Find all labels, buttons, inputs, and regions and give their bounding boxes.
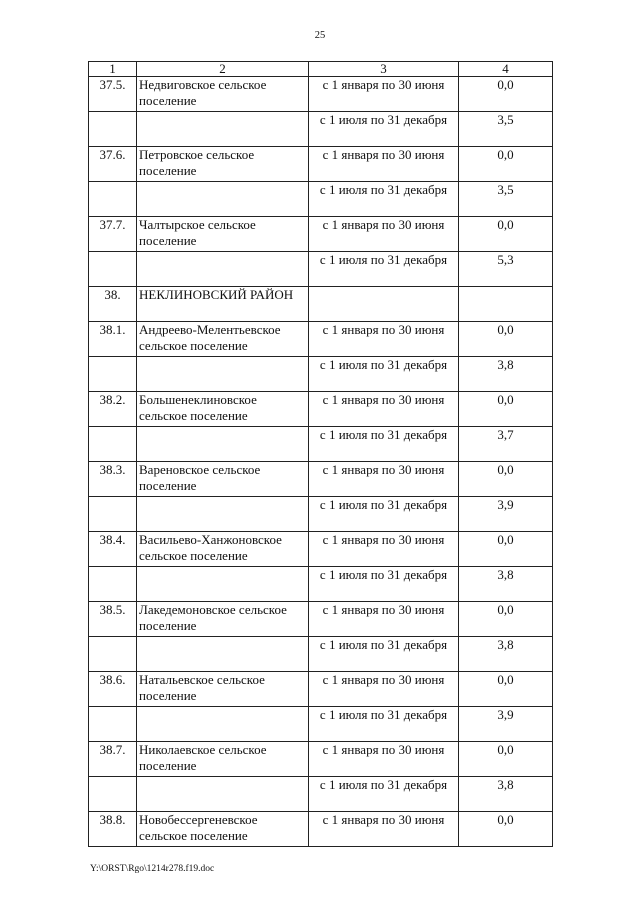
row-number-cell (89, 357, 137, 392)
value-cell: 0,0 (459, 602, 553, 637)
period-cell: с 1 июля по 31 декабря (309, 357, 459, 392)
period-cell: с 1 января по 30 июня (309, 77, 459, 112)
period-cell: с 1 января по 30 июня (309, 322, 459, 357)
period-cell: с 1 января по 30 июня (309, 742, 459, 777)
value-cell: 3,8 (459, 637, 553, 672)
row-number-cell: 38.8. (89, 812, 137, 847)
table-row (89, 112, 553, 147)
value-cell: 3,9 (459, 707, 553, 742)
table-body (89, 62, 553, 847)
settlement-name-cell: Николаевское сельское поселение (137, 742, 309, 777)
row-number-cell (89, 182, 137, 217)
settlement-name-cell (137, 182, 309, 217)
table-row (89, 182, 553, 217)
row-number-cell (89, 427, 137, 462)
table-row (89, 532, 553, 567)
settlement-name-cell (137, 427, 309, 462)
table-row (89, 567, 553, 602)
value-cell: 3,8 (459, 567, 553, 602)
table-row (89, 77, 553, 112)
row-number-cell (89, 637, 137, 672)
value-cell: 3,5 (459, 182, 553, 217)
value-cell: 3,5 (459, 112, 553, 147)
header-cell-4: 4 (459, 62, 553, 77)
value-cell: 5,3 (459, 252, 553, 287)
value-cell: 0,0 (459, 812, 553, 847)
settlement-name-cell (137, 357, 309, 392)
period-cell: с 1 июля по 31 декабря (309, 777, 459, 812)
settlement-name-cell (137, 112, 309, 147)
table-row (89, 357, 553, 392)
period-cell: с 1 июля по 31 декабря (309, 707, 459, 742)
row-number-cell (89, 497, 137, 532)
settlement-name-cell (137, 637, 309, 672)
table-header-row (89, 62, 553, 77)
row-number-cell: 38.7. (89, 742, 137, 777)
settlement-name-cell: Натальевское сельское поселение (137, 672, 309, 707)
value-cell: 3,9 (459, 497, 553, 532)
period-cell: с 1 июля по 31 декабря (309, 427, 459, 462)
row-number-cell: 38.2. (89, 392, 137, 427)
row-number-cell: 37.5. (89, 77, 137, 112)
settlement-name-cell: Большенеклиновское сельское поселение (137, 392, 309, 427)
row-number-cell (89, 252, 137, 287)
period-cell: с 1 января по 30 июня (309, 392, 459, 427)
settlement-name-cell: Недвиговское сельское поселение (137, 77, 309, 112)
value-cell: 0,0 (459, 77, 553, 112)
footer-file-path: Y:\ORST\Rgo\1214r278.f19.doc (90, 864, 215, 874)
period-cell: с 1 июля по 31 декабря (309, 637, 459, 672)
value-cell: 3,8 (459, 357, 553, 392)
value-cell (459, 287, 553, 322)
value-cell: 0,0 (459, 462, 553, 497)
row-number-cell: 38. (89, 287, 137, 322)
row-number-cell (89, 777, 137, 812)
period-cell: с 1 июля по 31 декабря (309, 497, 459, 532)
table-row (89, 672, 553, 707)
value-cell: 3,8 (459, 777, 553, 812)
value-cell: 0,0 (459, 217, 553, 252)
table-row (89, 812, 553, 847)
value-cell: 0,0 (459, 147, 553, 182)
row-number-cell (89, 707, 137, 742)
row-number-cell: 38.5. (89, 602, 137, 637)
settlement-name-cell (137, 777, 309, 812)
period-cell: с 1 января по 30 июня (309, 672, 459, 707)
period-cell: с 1 января по 30 июня (309, 462, 459, 497)
row-number-cell: 37.7. (89, 217, 137, 252)
row-number-cell: 38.3. (89, 462, 137, 497)
settlement-name-cell: Вареновское сельское поселение (137, 462, 309, 497)
row-number-cell: 38.1. (89, 322, 137, 357)
table-row (89, 777, 553, 812)
table-row (89, 322, 553, 357)
value-cell: 0,0 (459, 742, 553, 777)
page-number: 25 (314, 30, 326, 41)
period-cell: с 1 июля по 31 декабря (309, 252, 459, 287)
value-cell: 0,0 (459, 392, 553, 427)
row-number-cell: 38.4. (89, 532, 137, 567)
settlement-name-cell: Петровское сельское поселение (137, 147, 309, 182)
value-cell: 0,0 (459, 672, 553, 707)
table-row (89, 462, 553, 497)
header-cell-1: 1 (89, 62, 137, 77)
table-row (89, 252, 553, 287)
row-number-cell (89, 567, 137, 602)
period-cell: с 1 января по 30 июня (309, 812, 459, 847)
period-cell: с 1 января по 30 июня (309, 532, 459, 567)
table-row (89, 427, 553, 462)
period-cell: с 1 июля по 31 декабря (309, 182, 459, 217)
header-cell-2: 2 (137, 62, 309, 77)
settlement-name-cell: Лакедемоновское сельское поселение (137, 602, 309, 637)
period-cell: с 1 июля по 31 декабря (309, 112, 459, 147)
settlement-name-cell: Андреево-Мелентьевское сельское поселение (137, 322, 309, 357)
table-row (89, 602, 553, 637)
table-row (89, 287, 553, 322)
settlement-name-cell: Новобессергеневское сельское поселение (137, 812, 309, 847)
header-cell-3: 3 (309, 62, 459, 77)
table-row (89, 497, 553, 532)
row-number-cell (89, 112, 137, 147)
period-cell: с 1 января по 30 июня (309, 602, 459, 637)
value-cell: 3,7 (459, 427, 553, 462)
period-cell (309, 287, 459, 322)
value-cell: 0,0 (459, 532, 553, 567)
period-cell: с 1 января по 30 июня (309, 147, 459, 182)
settlement-name-cell (137, 567, 309, 602)
table-row (89, 392, 553, 427)
settlement-name-cell (137, 252, 309, 287)
period-cell: с 1 января по 30 июня (309, 217, 459, 252)
value-cell: 0,0 (459, 322, 553, 357)
settlement-name-cell: НЕКЛИНОВСКИЙ РАЙОН (137, 287, 309, 322)
table-row (89, 742, 553, 777)
row-number-cell: 38.6. (89, 672, 137, 707)
row-number-cell: 37.6. (89, 147, 137, 182)
settlement-name-cell: Васильево-Ханжоновское сельское поселение (137, 532, 309, 567)
table-row (89, 147, 553, 182)
settlement-name-cell: Чалтырское сельское поселение (137, 217, 309, 252)
settlement-name-cell (137, 707, 309, 742)
settlement-name-cell (137, 497, 309, 532)
table-row (89, 637, 553, 672)
tariff-table (88, 61, 553, 847)
period-cell: с 1 июля по 31 декабря (309, 567, 459, 602)
table-row (89, 707, 553, 742)
table-row (89, 217, 553, 252)
